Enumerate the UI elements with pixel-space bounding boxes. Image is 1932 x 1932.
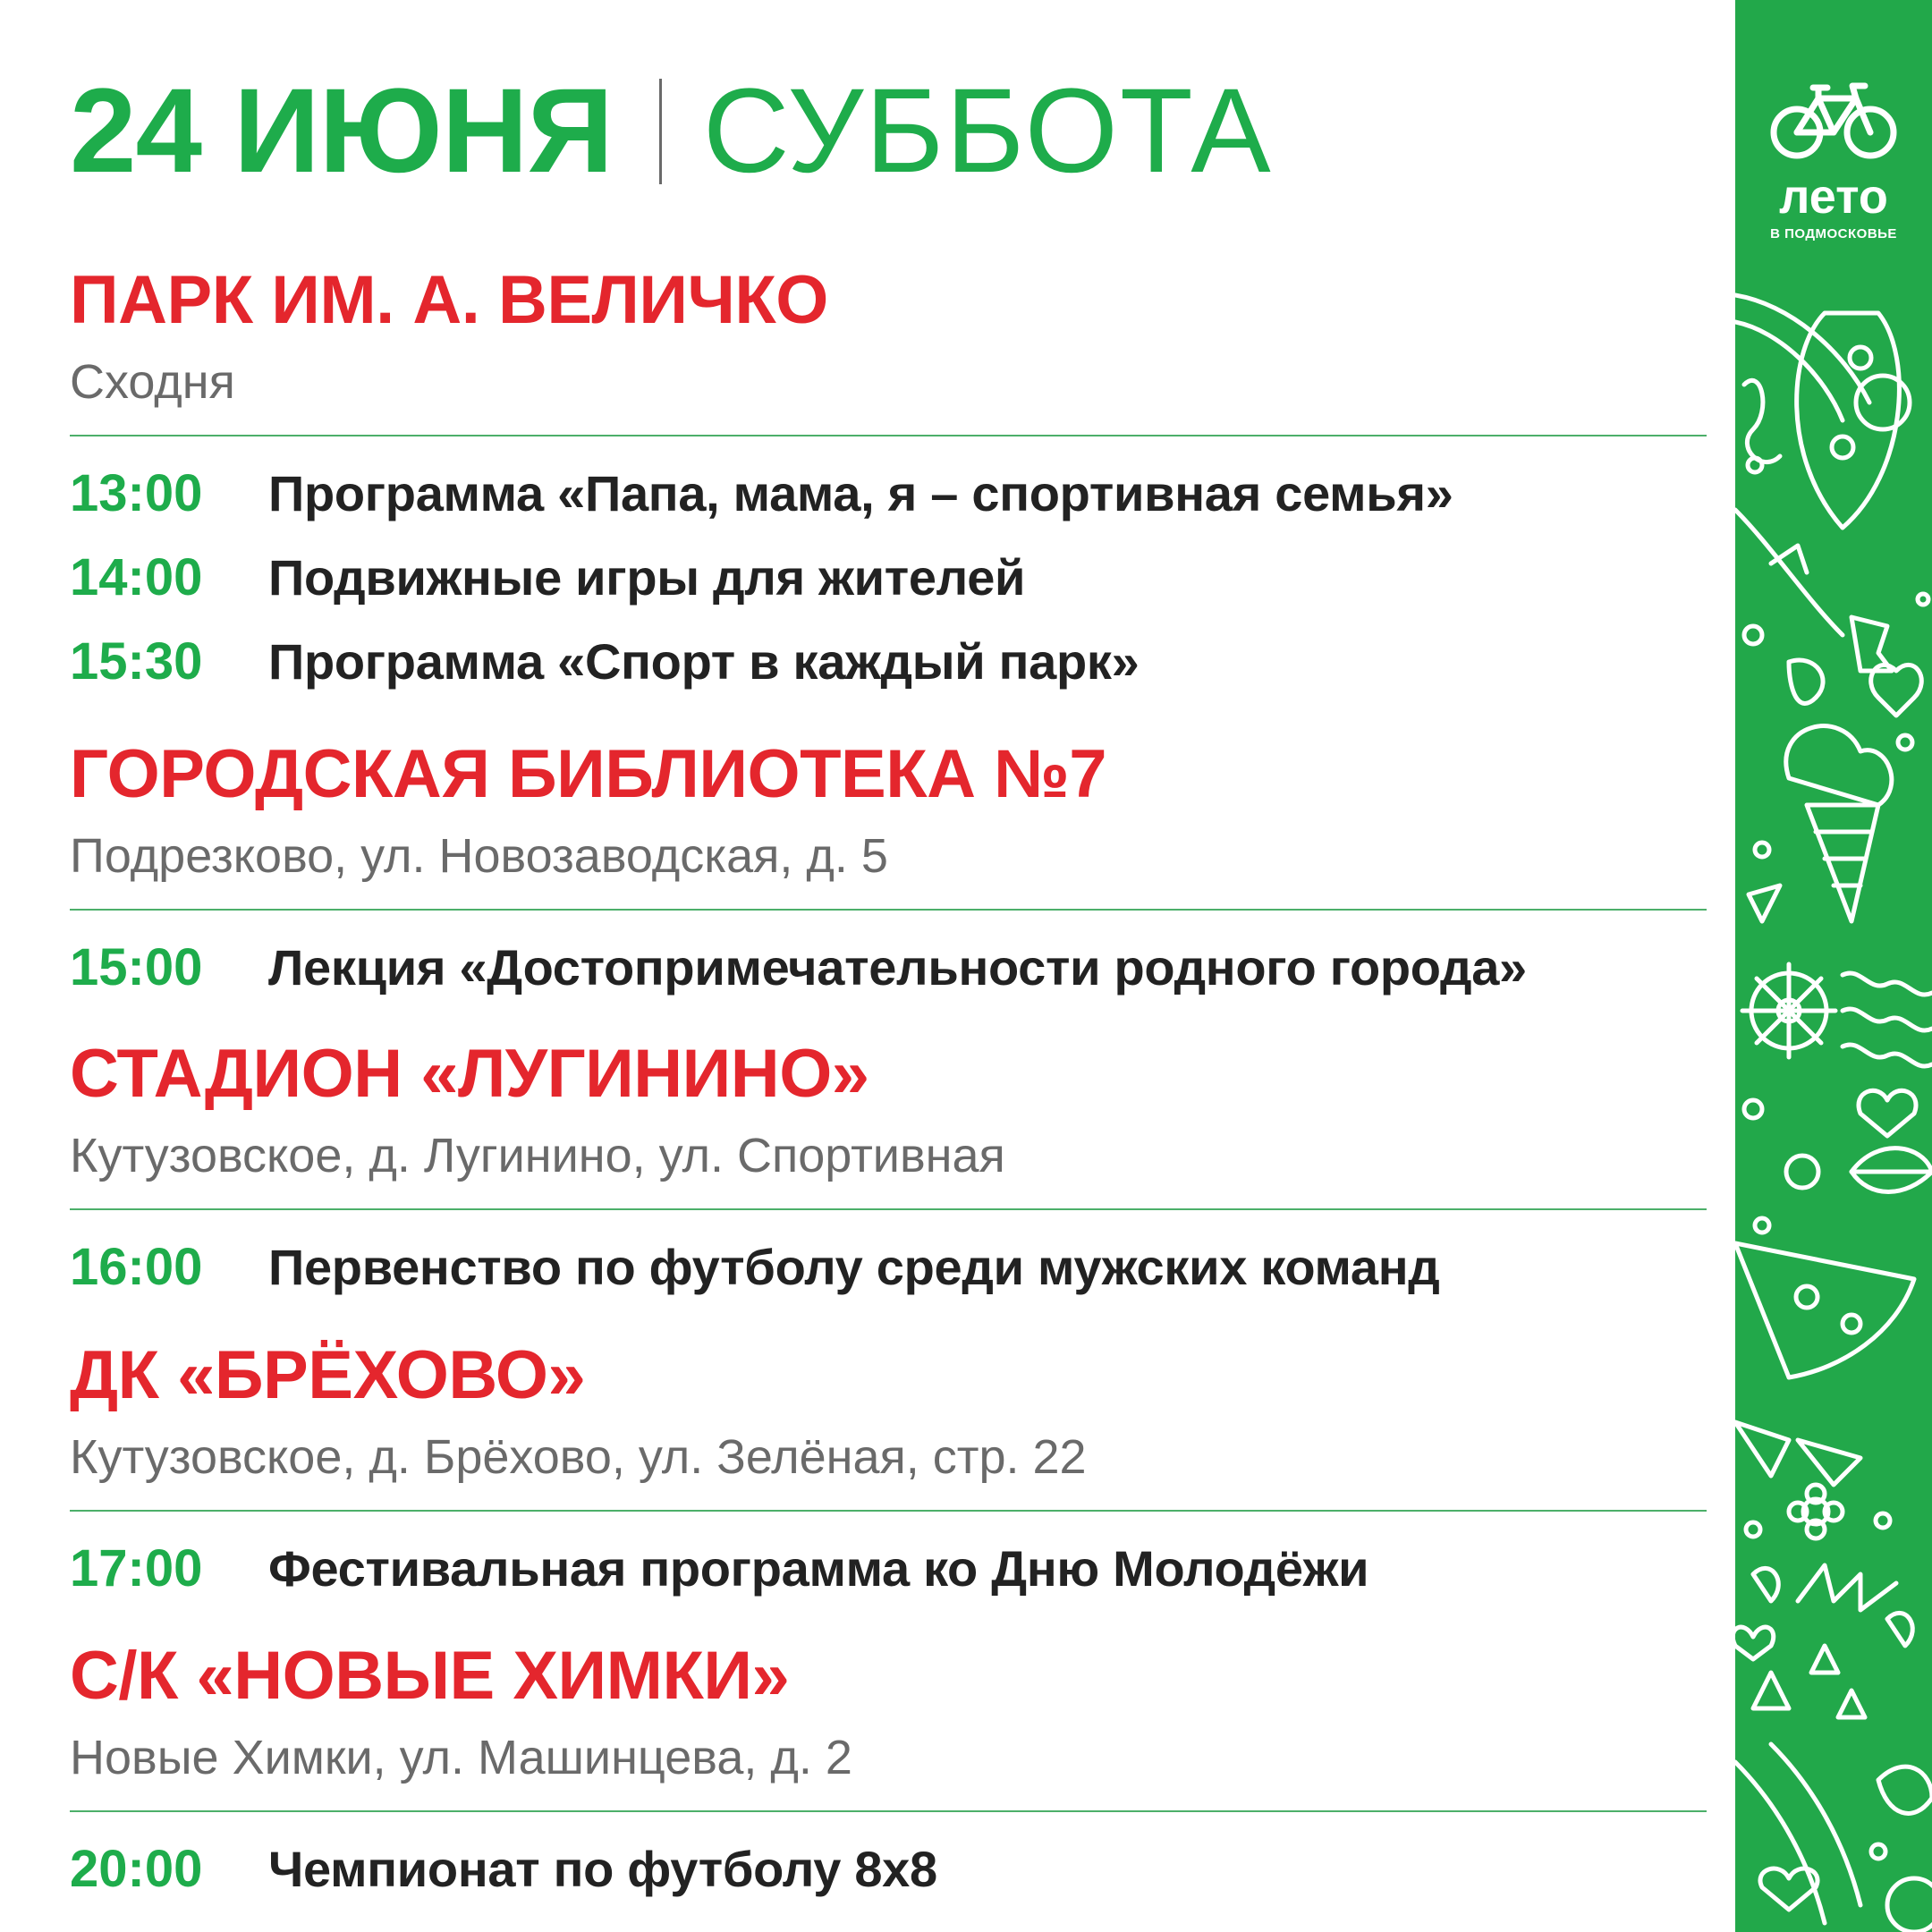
event-list: [70, 1224, 1707, 1309]
event-title: Лекция «Достопримечательности родного города»: [268, 938, 1527, 996]
event-time: 13:00: [70, 463, 203, 522]
event-time: 20:00: [70, 1839, 203, 1898]
venue-address: Сходня: [70, 355, 235, 409]
brand-subtitle: В ПОДМОСКОВЬЕ: [1770, 226, 1897, 242]
event-time: 15:00: [70, 937, 203, 996]
event-row: [70, 619, 1707, 703]
event-title: Программа «Папа, мама, я – спортивная семья»: [268, 464, 1453, 521]
venue-divider: [70, 1810, 1707, 1812]
venue-name: С/К «НОВЫЕ ХИМКИ»: [70, 1638, 790, 1714]
venue-address: Подрезково, ул. Новозаводская, д. 5: [70, 829, 888, 883]
venue-divider: [70, 909, 1707, 911]
event-time: 16:00: [70, 1237, 203, 1296]
event-row: [70, 451, 1707, 535]
event-time: 15:30: [70, 631, 203, 691]
venue-block-novye-khimki: [70, 1638, 1707, 1911]
weekday-heading: СУББОТА: [702, 64, 1273, 198]
event-row: [70, 1224, 1707, 1309]
header-divider: [659, 79, 662, 184]
brand-word: лето: [1779, 170, 1888, 224]
venue-address: Новые Химки, ул. Машинцева, д. 2: [70, 1731, 852, 1784]
page-header: [70, 64, 1273, 199]
brand-logo: [1753, 77, 1914, 242]
venue-address: Кутузовское, д. Лугинино, ул. Спортивная: [70, 1129, 1005, 1182]
venue-name: ПАРК ИМ. А. ВЕЛИЧКО: [70, 262, 828, 338]
summer-doodle-pattern: [1735, 277, 1932, 1932]
event-title: Фестивальная программа ко Дню Молодёжи: [268, 1539, 1369, 1597]
event-title: Первенство по футболу среди мужских команд: [268, 1238, 1440, 1295]
side-banner: [1735, 0, 1932, 1932]
venue-address: Кутузовское, д. Брёхово, ул. Зелёная, стр. 22: [70, 1430, 1087, 1484]
venue-block-velichko: [70, 262, 1707, 703]
event-list: [70, 925, 1707, 1009]
event-row: [70, 1826, 1707, 1911]
event-title: Подвижные игры для жителей: [268, 548, 1026, 606]
venue-block-library: [70, 736, 1707, 1009]
venue-block-luginino: [70, 1036, 1707, 1309]
venue-divider: [70, 435, 1707, 436]
event-time: 17:00: [70, 1538, 203, 1597]
bicycle-icon: [1767, 77, 1901, 163]
venue-name: ГОРОДСКАЯ БИБЛИОТЕКА №7: [70, 736, 1107, 812]
event-row: [70, 925, 1707, 1009]
venue-name: ДК «БРЁХОВО»: [70, 1337, 586, 1413]
event-title: Чемпионат по футболу 8x8: [268, 1840, 937, 1897]
event-row: [70, 535, 1707, 619]
venue-divider: [70, 1510, 1707, 1512]
event-list: [70, 451, 1707, 703]
event-list: [70, 1526, 1707, 1610]
venue-block-brekhovo: [70, 1337, 1707, 1610]
event-row: [70, 1526, 1707, 1610]
event-time: 14:00: [70, 547, 203, 606]
event-title: Программа «Спорт в каждый парк»: [268, 632, 1140, 690]
event-list: [70, 1826, 1707, 1911]
venue-divider: [70, 1208, 1707, 1210]
date-heading: 24 ИЮНЯ: [70, 64, 613, 198]
venue-name: СТАДИОН «ЛУГИНИНО»: [70, 1036, 869, 1112]
